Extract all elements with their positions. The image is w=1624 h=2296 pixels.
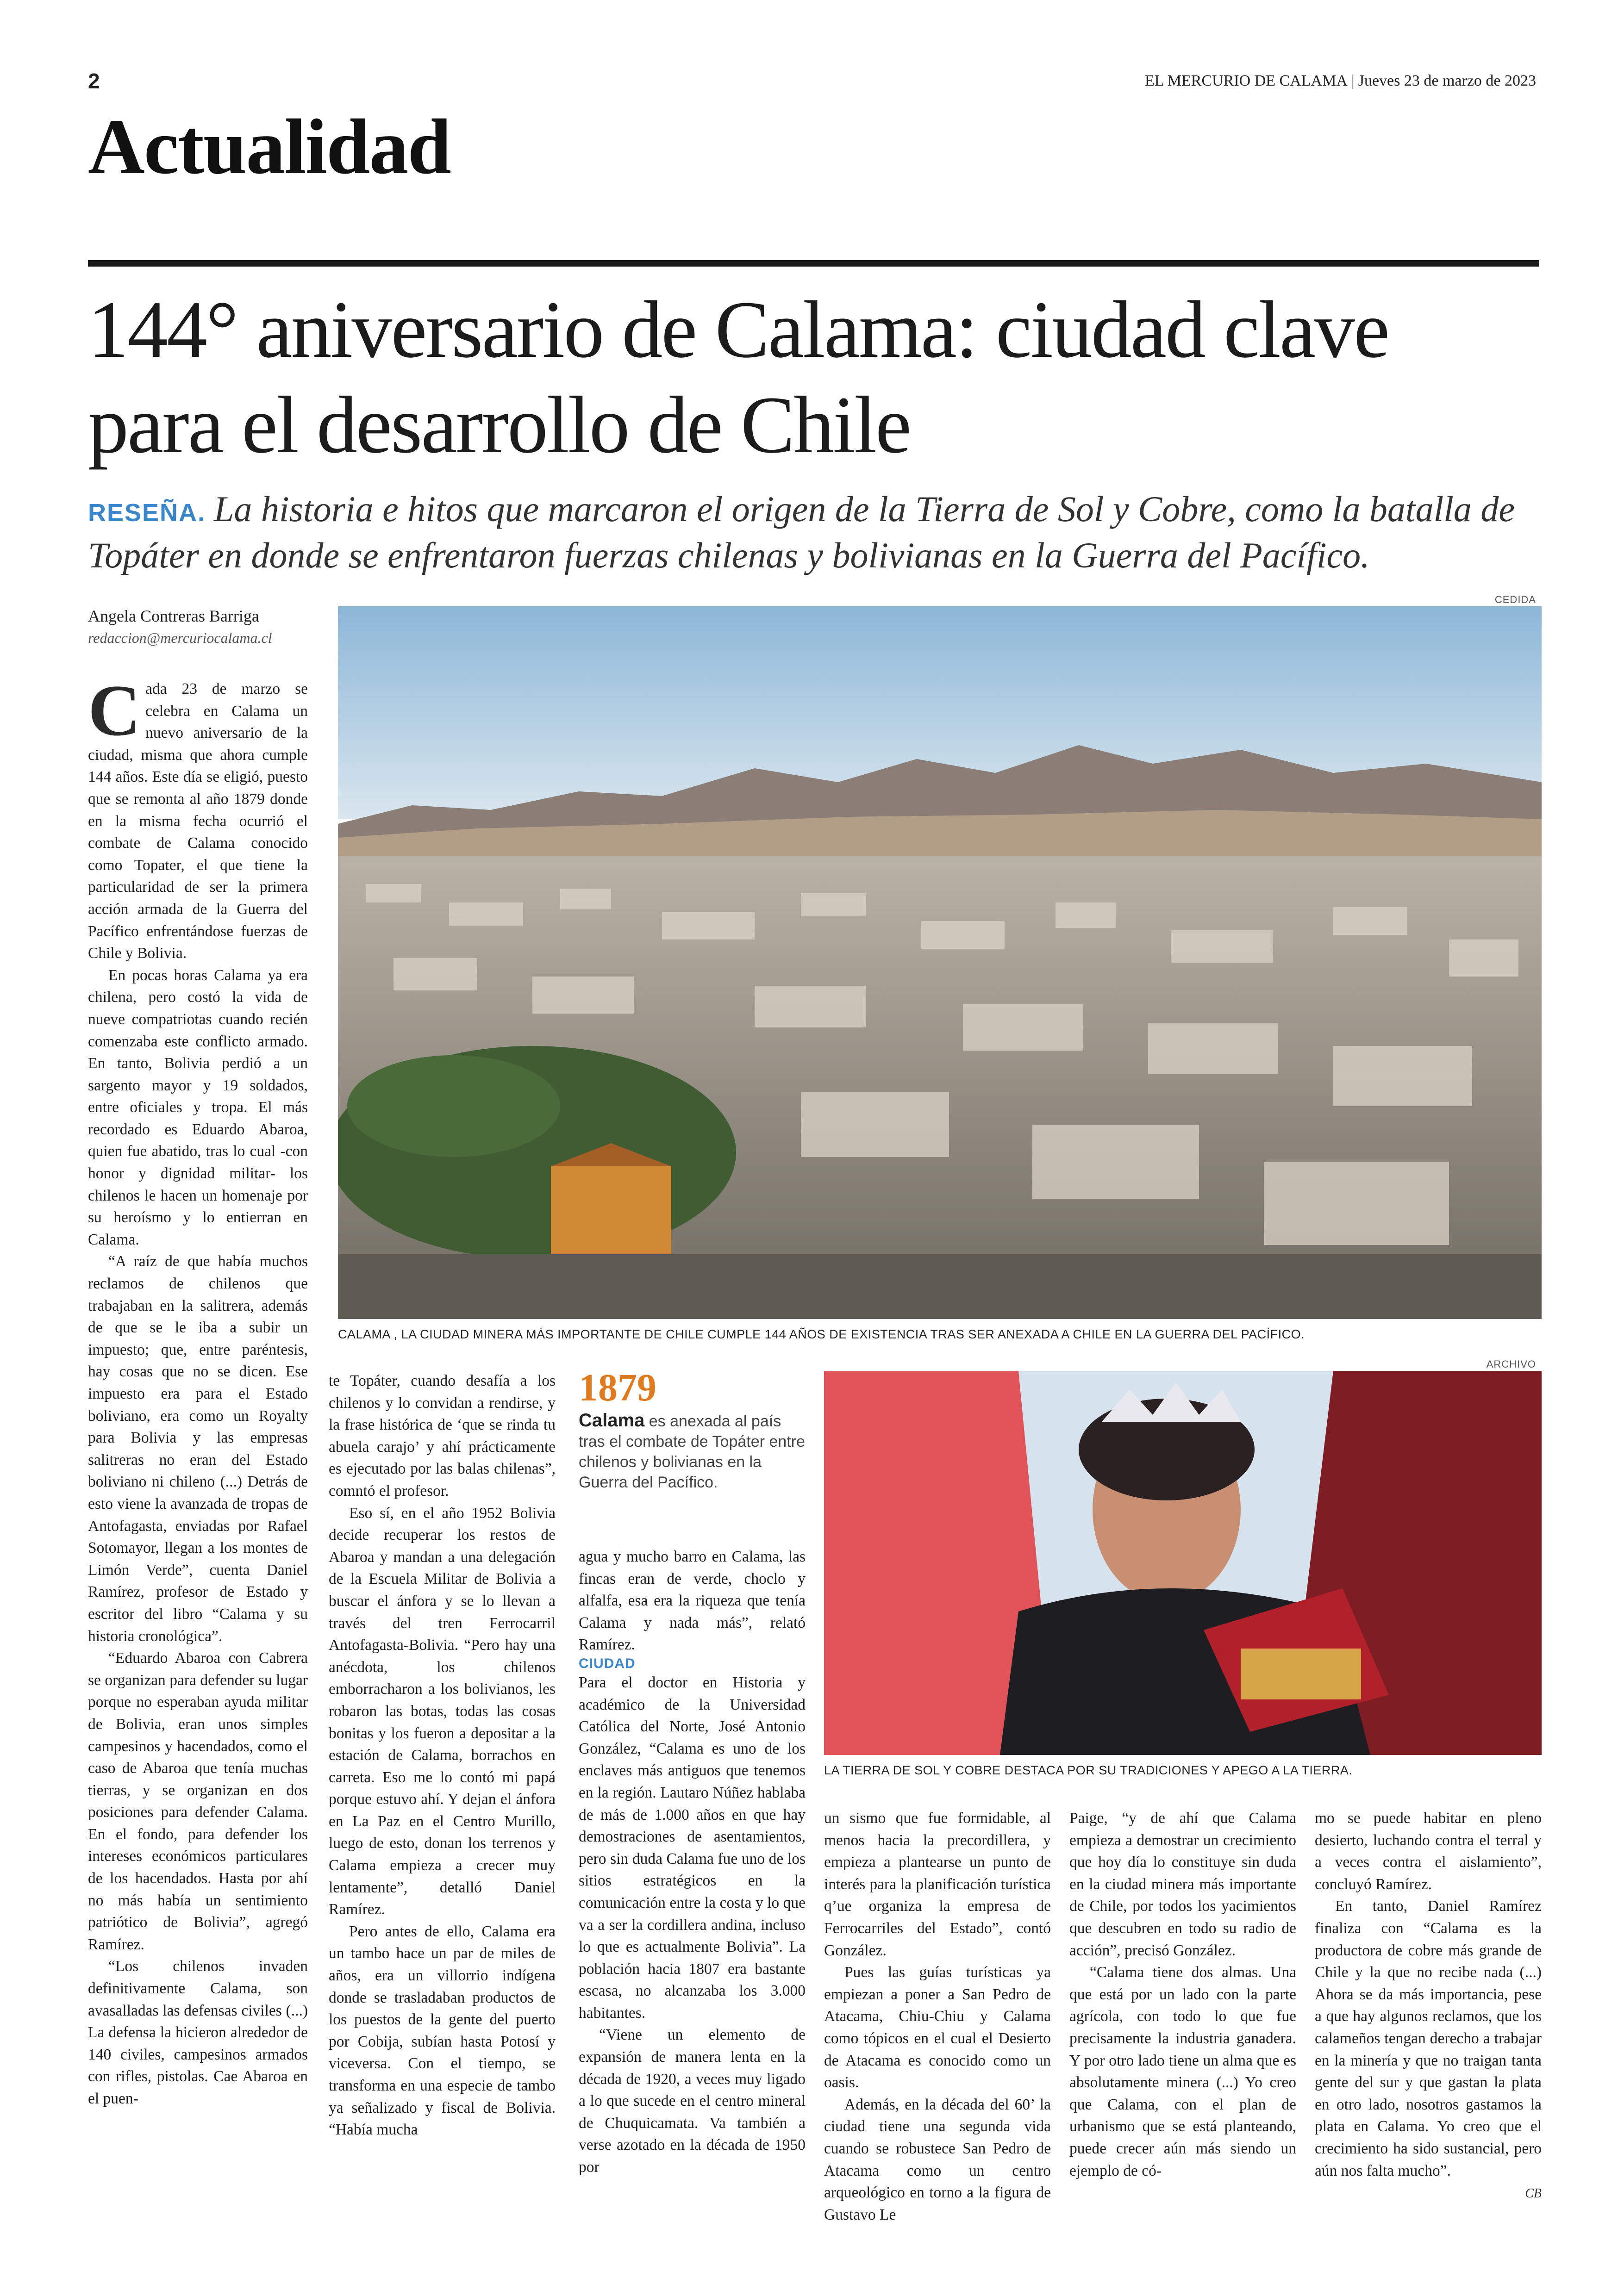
paragraph: “A raíz de que había muchos reclamos de chilenos que trabajaban en la salitrera, además de que se le iba a subir un impuesto; que, entre paréntesis, hay cosas que no se dicen. Ese impuesto era para el Estado boliviano, era como un Royalty para Bolivia y las empresas salitreras no eran del Estado boliviano ni chileno (...) Detrás de esto viene la avanzada de tropas de Antofagasta, enviadas por Rafael Sotomayor, llegan a los montes de Limón Verde”, cuenta Daniel Ramírez, profesor de Estado y escritor del libro “Calama y su historia cronológica”. xyxy=(88,1253,308,1645)
paragraph: Además, en la década del 60’ la ciudad tiene una segunda vida cuando se robustece San Pedro de Atacama como un centro arqueológico en torno a la figura de Gustavo Le xyxy=(824,2096,1051,2223)
paragraph: “Calama tiene dos almas. Una que está por un lado con la parte agrícola, con todo lo que fue precisamente la industria ganadera. Y por otro lado tiene un alma que es absolutamente minera (...) Yo creo que Calama, con el plan de urbanismo que se está planteando, puede crecer aún más siendo un ejemplo de có- xyxy=(1069,1964,1296,2179)
section-rule xyxy=(88,260,1539,267)
highlight-box xyxy=(579,1365,810,1493)
article-column-6 xyxy=(1315,1807,1542,2204)
paragraph: Paige, “y de ahí que Calama empieza a demostrar un crecimiento que hoy día lo constituye sin duda en la ciudad minera más importante de Chile, por todos los yacimientos que descubren en todo su radio de acción”, precisó González. xyxy=(1069,1810,1296,1959)
article-column-5 xyxy=(1069,1807,1296,2182)
paragraph: Pero antes de ello, Calama era un tambo hace un par de miles de años, era un villorrio indígena donde se trasladaban productos de los puestos de la gente del puerto por Cobija, subían hasta Potosí y viceversa. Con el tiempo, se transforma en una especie de tambo ya señalizado y fiscal de Bolivia. “Había mucha xyxy=(329,1923,556,2139)
deck-text: La historia e hitos que marcaron el origen de la Tierra de Sol y Cobre, como la batalla de Topáter en donde se enfrentaron fuerzas chilenas y bolivianas en la Guerra del Pacífico. xyxy=(88,489,1515,575)
issue-date: Jueves 23 de marzo de 2023 xyxy=(1358,72,1536,89)
paragraph: agua y mucho barro en Calama, las fincas eran de verde, choclo y alfalfa, esa era la riqueza que tenía Calama y nada más”, relató Ramírez. xyxy=(579,1548,806,1654)
highlight-year: 1879 xyxy=(579,1366,656,1409)
section-title: Actualidad xyxy=(88,103,450,190)
paragraph: “Los chilenos invaden definitivamente Calama, son avasalladas las defensas civiles (...) La defensa la hicieron alrededor de 140 civiles, campesinos armados con rifles, pistolas. Cae Abaroa en el puen- xyxy=(88,1958,308,2107)
photo2-caption: LA TIERRA DE SOL Y COBRE DESTACA POR SU TRADICIONES Y APEGO A LA TIERRA. xyxy=(824,1763,1353,1777)
dancer-photo xyxy=(824,1371,1542,1755)
paragraph: En tanto, Daniel Ramírez finaliza con “Calama es la productora de cobre más grande de Chile y la que no recibe nada (...) Ahora se da más importancia, pese a que hay algunos reclamos, que los calameños tengan derecho a trabajar en la minería y que no traigan tanta gente del sur y que gastan la plata en otro lado, nosotros gastamos la plata en Calama. Yo creo que el crecimiento ha sido sustancial, pero aún nos falta mucho”. xyxy=(1315,1898,1542,2179)
subhead-ciudad: CIUDAD xyxy=(579,1655,636,1671)
city-aerial-photo xyxy=(338,606,1542,1319)
photo1-credit: CEDIDA xyxy=(1494,594,1536,605)
author-email: redaccion@mercuriocalama.cl xyxy=(88,629,272,646)
headline: 144° aniversario de Calama: ciudad clave para el desarrollo de Chile xyxy=(88,285,1389,470)
deck xyxy=(88,486,1542,579)
paragraph: un sismo que fue formidable, al menos hacia la precordillera, y empieza a plantearse un punto de interés para la planificación turística q’ue organiza la empresa de Ferrocarriles del Estado”, contó González. xyxy=(824,1810,1051,1959)
byline: Angela Contreras Barriga xyxy=(88,607,259,625)
paragraph: ada 23 de marzo se celebra en Calama un nuevo aniversario de la ciudad, misma que ahora cumple 144 años. Este día se eligió, puesto que se remonta al año 1879 donde en la misma fecha ocurrió el combate de Calama conocido como Topater, el que tiene la particularidad de ser la primera acción armada de la Guerra del Pacífico enfrentándose fuerzas de Chile y Bolivia. xyxy=(88,680,308,962)
article-column-1 xyxy=(88,670,308,2110)
paragraph: Para el doctor en Historia y académico de la Universidad Católica del Norte, José Antonio González, “Calama es uno de los enclaves más antiguos que tenemos en la región. Lautaro Núñez hablaba de más de 1.000 años en que hay demostraciones de asentamientos, pero sin duda Calama fue uno de los sitios estratégicos en la comunicación entre la costa y lo que va a ser la cordillera andina, incluso lo que es actualmente Bolivia”. La población hacia 1807 era bastante escasa, no alcanzaba los 3.000 habitantes. xyxy=(579,1674,806,2022)
paragraph: “Viene un elemento de expansión de manera lenta en la década de 1920, a veces muy ligado a lo que sucede en el centro mineral de Chuquicamata. Va también a verse azotado en la década de 1950 por xyxy=(579,2026,806,2176)
paragraph: mo se puede habitar en pleno desierto, luchando contra el terral y a veces contra el aislamiento”, concluyó Ramírez. xyxy=(1315,1810,1542,1893)
page-number: 2 xyxy=(88,69,100,93)
masthead: EL MERCURIO DE CALAMA | Jueves 23 de marzo de 2023 xyxy=(1145,72,1536,89)
article-column-4 xyxy=(824,1807,1051,2226)
photo2-credit: ARCHIVO xyxy=(1486,1358,1536,1370)
end-mark: CB xyxy=(1525,2186,1542,2201)
highlight-text xyxy=(579,1410,810,1493)
paragraph: te Topáter, cuando desafía a los chilenos y lo convidan a rendirse, y la frase histórica de ‘que se rinda tu abuela carajo’ y ahí prácticamente es ejecutado por las balas chilenas”, comntó el profesor. xyxy=(329,1372,556,1500)
highlight-lead: Calama xyxy=(579,1410,645,1431)
paragraph: Pues las guías turísticas ya empiezan a poner a San Pedro de Atacama, Chiu-Chiu y Calama como tópicos en el cual el Desierto de Atacama es conocido como un oasis. xyxy=(824,1964,1051,2091)
article-column-2 xyxy=(329,1370,556,2141)
drop-cap: C xyxy=(88,670,141,751)
photo1-caption: CALAMA , LA CIUDAD MINERA MÁS IMPORTANTE DE CHILE CUMPLE 144 AÑOS DE EXISTENCIA TRAS SER ANEXADA A CHILE EN LA GUERRA DEL PACÍFICO. xyxy=(338,1327,1305,1341)
kicker: RESEÑA. xyxy=(88,499,206,527)
paragraph: Eso sí, en el año 1952 Bolivia decide recuperar los restos de Abaroa y mandan a una delegación de la Escuela Militar de Bolivia a buscar el ánfora y se lo llevan a través del tren Ferrocarril Antofagasta-Bolivia. “Pero hay una anécdota, los chilenos emborracharon a los bolivianos, les robaron las botas, todas las cosas bonitas y los fueron a depositar a la estación de Calama, borrachos en carreta. Eso me lo contó mi papá porque estuvo ahí. Y dejan el ánfora en La Paz en el Centro Murillo, luego de esto, donan los terrenos y Calama empieza a crecer muy lentamente”, detalló Daniel Ramírez. xyxy=(329,1504,556,1918)
highlight-body: es anexada al país tras el combate de Topáter entre chilenos y bolivianas en la Guerra del Pacífico. xyxy=(579,1412,805,1491)
article-column-3 xyxy=(579,1546,806,2178)
paragraph: “Eduardo Abaroa con Cabrera se organizan para defender su lugar porque no esperaban ayuda militar de Bolivia, eran unos simples campesinos y hacendados, como el caso de Abaroa que tenía muchas tierras, y se organizan en dos posiciones para defender Calama. En el fondo, para defender los intereses económicos particulares de los hacendados. Hasta por ahí no más había un sentimiento patriótico de Bolivia”, agregó Ramírez. xyxy=(88,1649,308,1953)
newspaper-name: EL MERCURIO DE CALAMA xyxy=(1145,72,1348,89)
paragraph: En pocas horas Calama ya era chilena, pero costó la vida de nueve compatriotas cuando recién comenzaba este conflicto armado. En tanto, Bolivia perdió a un sargento mayor y 19 soldados, entre oficiales y tropa. El más recordado es Eduardo Abaroa, quien fue abatido, tras lo cual -con honor y dignidad militar- los chilenos le hacen un homenaje por su heroísmo y lo entierran en Calama. xyxy=(88,966,308,1248)
